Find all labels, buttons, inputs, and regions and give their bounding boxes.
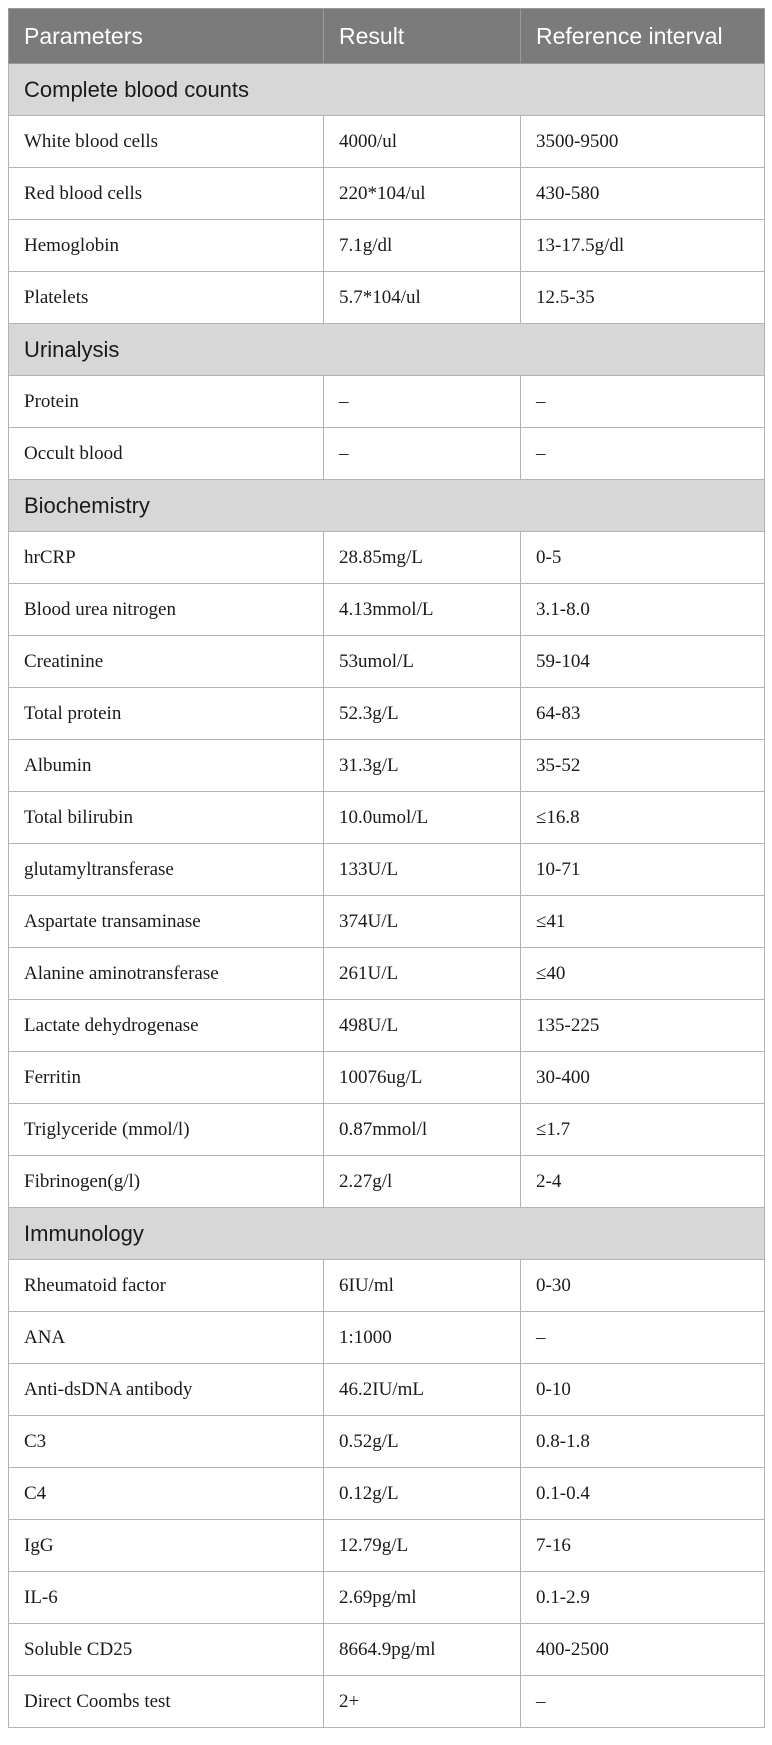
parameter-cell: Protein <box>9 376 324 428</box>
table-header <box>9 9 765 64</box>
parameter-cell: Blood urea nitrogen <box>9 584 324 636</box>
parameter-cell: IgG <box>9 1520 324 1572</box>
table-row <box>9 220 765 272</box>
table-row <box>9 116 765 168</box>
parameter-cell: Direct Coombs test <box>9 1676 324 1728</box>
result-cell: 374U/L <box>324 896 521 948</box>
table-row <box>9 1052 765 1104</box>
result-cell: 2.69pg/ml <box>324 1572 521 1624</box>
table-row <box>9 740 765 792</box>
table-row <box>9 1416 765 1468</box>
parameter-cell: Hemoglobin <box>9 220 324 272</box>
result-cell: – <box>324 428 521 480</box>
result-cell: – <box>324 376 521 428</box>
parameter-cell: Fibrinogen(g/l) <box>9 1156 324 1208</box>
parameter-cell: Anti-dsDNA antibody <box>9 1364 324 1416</box>
section-row <box>9 480 765 532</box>
table-row <box>9 688 765 740</box>
reference-cell: 64-83 <box>521 688 765 740</box>
parameter-cell: Ferritin <box>9 1052 324 1104</box>
result-cell: 5.7*104/ul <box>324 272 521 324</box>
table-row <box>9 376 765 428</box>
parameter-cell: Lactate dehydrogenase <box>9 1000 324 1052</box>
table-row <box>9 1468 765 1520</box>
reference-cell: ≤41 <box>521 896 765 948</box>
reference-cell: 35-52 <box>521 740 765 792</box>
result-cell: 10076ug/L <box>324 1052 521 1104</box>
parameter-cell: Creatinine <box>9 636 324 688</box>
table-row <box>9 1624 765 1676</box>
parameter-cell: C3 <box>9 1416 324 1468</box>
reference-cell: 12.5-35 <box>521 272 765 324</box>
parameter-cell: Red blood cells <box>9 168 324 220</box>
reference-cell: 3.1-8.0 <box>521 584 765 636</box>
parameter-cell: glutamyltransferase <box>9 844 324 896</box>
section-title: Complete blood counts <box>9 64 765 116</box>
reference-cell: 0-5 <box>521 532 765 584</box>
parameter-cell: Aspartate transaminase <box>9 896 324 948</box>
parameter-cell: Rheumatoid factor <box>9 1260 324 1312</box>
parameter-cell: IL-6 <box>9 1572 324 1624</box>
section-title: Urinalysis <box>9 324 765 376</box>
table-row <box>9 428 765 480</box>
parameter-cell: Occult blood <box>9 428 324 480</box>
table-row <box>9 532 765 584</box>
reference-cell: 10-71 <box>521 844 765 896</box>
table-row <box>9 896 765 948</box>
table-row <box>9 168 765 220</box>
table-row <box>9 844 765 896</box>
section-row <box>9 64 765 116</box>
result-cell: 133U/L <box>324 844 521 896</box>
result-cell: 498U/L <box>324 1000 521 1052</box>
reference-cell: 13-17.5g/dl <box>521 220 765 272</box>
parameter-cell: Soluble CD25 <box>9 1624 324 1676</box>
result-cell: 8664.9pg/ml <box>324 1624 521 1676</box>
result-cell: 0.52g/L <box>324 1416 521 1468</box>
reference-cell: – <box>521 428 765 480</box>
table-row <box>9 1312 765 1364</box>
result-cell: 28.85mg/L <box>324 532 521 584</box>
reference-cell: 0-10 <box>521 1364 765 1416</box>
lab-results-table <box>8 8 765 1728</box>
table-row <box>9 272 765 324</box>
parameter-cell: Triglyceride (mmol/l) <box>9 1104 324 1156</box>
result-cell: 53umol/L <box>324 636 521 688</box>
reference-cell: 7-16 <box>521 1520 765 1572</box>
reference-cell: 3500-9500 <box>521 116 765 168</box>
header-reference-interval: Reference interval <box>521 9 765 64</box>
parameter-cell: Total protein <box>9 688 324 740</box>
parameter-cell: hrCRP <box>9 532 324 584</box>
result-cell: 12.79g/L <box>324 1520 521 1572</box>
reference-cell: 430-580 <box>521 168 765 220</box>
reference-cell: 0.1-0.4 <box>521 1468 765 1520</box>
result-cell: 1:1000 <box>324 1312 521 1364</box>
result-cell: 0.12g/L <box>324 1468 521 1520</box>
reference-cell: ≤1.7 <box>521 1104 765 1156</box>
reference-cell: ≤40 <box>521 948 765 1000</box>
header-row <box>9 9 765 64</box>
result-cell: 7.1g/dl <box>324 220 521 272</box>
table-row <box>9 1520 765 1572</box>
section-title: Biochemistry <box>9 480 765 532</box>
table-row <box>9 1676 765 1728</box>
table-row <box>9 1104 765 1156</box>
result-cell: 52.3g/L <box>324 688 521 740</box>
reference-cell: 135-225 <box>521 1000 765 1052</box>
result-cell: 6IU/ml <box>324 1260 521 1312</box>
parameter-cell: Alanine aminotransferase <box>9 948 324 1000</box>
table-row <box>9 584 765 636</box>
result-cell: 10.0umol/L <box>324 792 521 844</box>
reference-cell: 0.1-2.9 <box>521 1572 765 1624</box>
table-row <box>9 948 765 1000</box>
result-cell: 2.27g/l <box>324 1156 521 1208</box>
parameter-cell: Total bilirubin <box>9 792 324 844</box>
reference-cell: 0.8-1.8 <box>521 1416 765 1468</box>
parameter-cell: White blood cells <box>9 116 324 168</box>
table-row <box>9 636 765 688</box>
table-row <box>9 1364 765 1416</box>
result-cell: 4.13mmol/L <box>324 584 521 636</box>
reference-cell: 2-4 <box>521 1156 765 1208</box>
result-cell: 261U/L <box>324 948 521 1000</box>
reference-cell: – <box>521 1676 765 1728</box>
reference-cell: ≤16.8 <box>521 792 765 844</box>
reference-cell: – <box>521 1312 765 1364</box>
result-cell: 46.2IU/mL <box>324 1364 521 1416</box>
section-title: Immunology <box>9 1208 765 1260</box>
result-cell: 31.3g/L <box>324 740 521 792</box>
result-cell: 0.87mmol/l <box>324 1104 521 1156</box>
reference-cell: 30-400 <box>521 1052 765 1104</box>
header-result: Result <box>324 9 521 64</box>
table-row <box>9 1572 765 1624</box>
result-cell: 2+ <box>324 1676 521 1728</box>
reference-cell: 400-2500 <box>521 1624 765 1676</box>
parameter-cell: ANA <box>9 1312 324 1364</box>
table-row <box>9 1156 765 1208</box>
header-parameters: Parameters <box>9 9 324 64</box>
result-cell: 4000/ul <box>324 116 521 168</box>
reference-cell: 59-104 <box>521 636 765 688</box>
table-row <box>9 1000 765 1052</box>
section-row <box>9 324 765 376</box>
reference-cell: – <box>521 376 765 428</box>
parameter-cell: Albumin <box>9 740 324 792</box>
section-row <box>9 1208 765 1260</box>
result-cell: 220*104/ul <box>324 168 521 220</box>
reference-cell: 0-30 <box>521 1260 765 1312</box>
table-row <box>9 1260 765 1312</box>
lab-results-table-container <box>8 8 764 1728</box>
table-row <box>9 792 765 844</box>
table-body <box>9 64 765 1728</box>
parameter-cell: C4 <box>9 1468 324 1520</box>
parameter-cell: Platelets <box>9 272 324 324</box>
